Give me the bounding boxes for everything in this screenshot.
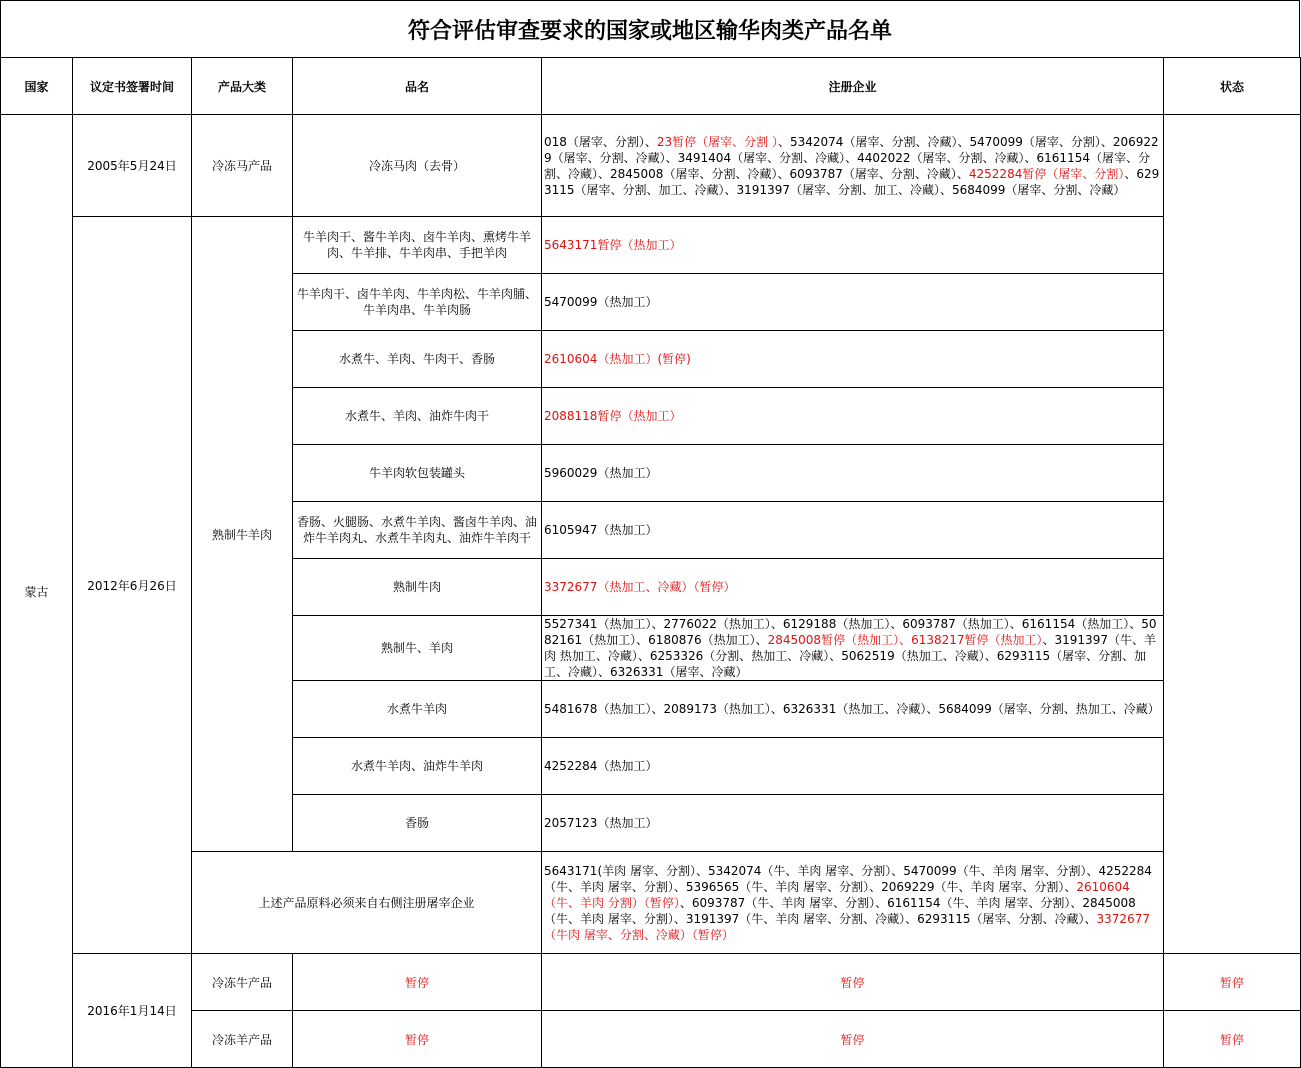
enterprise-segment: 、6293115（屠宰、分割、加工、冷藏）、3191397（屠宰、分割、加工、冷藏）、5684099（屠宰、分割、冷藏） xyxy=(544,166,1160,197)
enterprise-segment: 、6093787（牛、羊肉 屠宰、分割）、6161154（牛、羊肉 屠宰、分割）、2845008（牛、羊肉 屠宰、分割）、3191397（牛、羊肉 屠宰、分割、冷藏）、6293115（屠宰、分割、冷藏）、 xyxy=(544,895,1136,926)
header-category: 产品大类 xyxy=(192,58,293,115)
enterprise-segment: 3372677（牛肉 屠宰、分割、冷藏）（暂停） xyxy=(544,911,1150,942)
product-name-cell: 暂停 xyxy=(293,954,542,1011)
enterprise-segment: 3372677（热加工、冷藏）（暂停） xyxy=(544,580,736,594)
product-name-cell: 牛羊肉干、酱牛羊肉、卤牛羊肉、熏烤牛羊肉、牛羊排、牛羊肉串、手把羊肉 xyxy=(293,217,542,274)
enterprise-segment: 、5342074（屠宰、分割、冷藏）、5470099（屠宰、分割）、2069229（屠宰、分割、冷藏）、3491404（屠宰、分割、冷藏）、4402022（屠宰、分割、冷藏）、6161154（屠宰、分割、冷藏）、2845008（屠宰、分割、冷藏）、6093787（屠宰、分割、冷藏）、 xyxy=(544,134,1159,181)
enterprises-cell xyxy=(542,738,1164,795)
category-cell: 冷冻牛产品 xyxy=(192,954,293,1011)
header-row xyxy=(1,58,1301,115)
enterprises-cell xyxy=(542,681,1164,738)
enterprise-segment: 、3191397（牛、羊肉 热加工、冷藏）、6253326（分割、热加工、冷藏）、5062519（热加工、冷藏）、6293115（屠宰、分割、加工、冷藏）、6326331（屠宰、冷藏） xyxy=(544,633,1156,679)
enterprise-segment: 5960029（热加工） xyxy=(544,466,658,480)
enterprises-cell xyxy=(542,217,1164,274)
enterprises-cell xyxy=(542,274,1164,331)
raw-material-note: 上述产品原料必须来自右侧注册屠宰企业 xyxy=(192,852,542,954)
enterprises-cell: 暂停 xyxy=(542,1011,1164,1068)
product-name-cell: 水煮牛、羊肉、牛肉干、香肠 xyxy=(293,331,542,388)
enterprise-segment: 23暂停（屠宰、分割 ） xyxy=(656,134,778,149)
status-cell xyxy=(1164,115,1301,954)
product-name-cell: 水煮牛羊肉、油炸牛羊肉 xyxy=(293,738,542,795)
enterprise-segment: 5470099（热加工） xyxy=(544,295,658,309)
enterprise-segment: 4252284暂停（屠宰、分割） xyxy=(968,166,1125,181)
status-cell: 暂停 xyxy=(1164,954,1301,1011)
page-title: 符合评估审查要求的国家或地区输华肉类产品名单 xyxy=(0,0,1300,57)
table-row xyxy=(1,954,1301,1011)
header-status: 状态 xyxy=(1164,58,1301,115)
product-name-cell: 水煮牛、羊肉、油炸牛肉干 xyxy=(293,388,542,445)
header-sign-date: 议定书签署时间 xyxy=(73,58,192,115)
product-name-cell: 冷冻马肉（去骨） xyxy=(293,115,542,217)
product-name-cell: 牛羊肉软包装罐头 xyxy=(293,445,542,502)
enterprises-cell xyxy=(542,559,1164,616)
product-name-cell: 熟制牛肉 xyxy=(293,559,542,616)
enterprises-cell xyxy=(542,388,1164,445)
enterprise-segment: 018（屠宰、分割）、 xyxy=(544,134,657,149)
enterprise-segment: 2610604（牛、羊肉 分割）（暂停） xyxy=(544,879,1130,910)
enterprise-segment: 5481678（热加工）、2089173（热加工）、6326331（热加工、冷藏）、5684099（屠宰、分割、热加工、冷藏） xyxy=(544,702,1160,716)
enterprise-segment: 2057123（热加工） xyxy=(544,816,658,830)
status-cell: 暂停 xyxy=(1164,1011,1301,1068)
table-row xyxy=(1,852,1301,954)
header-country: 国家 xyxy=(1,58,73,115)
sign-date-cell: 2016年1月14日 xyxy=(73,954,192,1068)
header-registered-enterprises: 注册企业 xyxy=(542,58,1164,115)
enterprises-cell xyxy=(542,331,1164,388)
enterprise-segment: 2088118暂停（热加工） xyxy=(544,409,682,423)
header-product-name: 品名 xyxy=(293,58,542,115)
enterprises-cell xyxy=(542,795,1164,852)
enterprises-cell xyxy=(542,852,1164,954)
sign-date-cell: 2005年5月24日 xyxy=(73,115,192,217)
sign-date-cell: 2012年6月26日 xyxy=(73,217,192,954)
enterprises-cell xyxy=(542,445,1164,502)
product-name-cell: 熟制牛、羊肉 xyxy=(293,616,542,681)
product-name-cell: 暂停 xyxy=(293,1011,542,1068)
table-row xyxy=(1,1011,1301,1068)
enterprises-cell xyxy=(542,502,1164,559)
enterprise-segment: 5643171暂停（热加工） xyxy=(544,238,682,252)
enterprise-segment: 2845008暂停（热加工）、6138217暂停（热加工） xyxy=(767,633,1043,647)
enterprise-segment: 4252284（热加工） xyxy=(544,759,658,773)
country-cell: 蒙古 xyxy=(1,115,73,1068)
enterprises-cell xyxy=(542,616,1164,681)
product-name-cell: 香肠、火腿肠、水煮牛羊肉、酱卤牛羊肉、油炸牛羊肉丸、水煮牛羊肉丸、油炸牛羊肉干 xyxy=(293,502,542,559)
product-name-cell: 水煮牛羊肉 xyxy=(293,681,542,738)
table-row xyxy=(1,217,1301,274)
enterprise-segment: 5643171(羊肉 屠宰、分割）、5342074（牛、羊肉 屠宰、分割）、5470099（牛、羊肉 屠宰、分割）、4252284（牛、羊肉 屠宰、分割）、5396565（牛、羊肉 屠宰、分割）、2069229（牛、羊肉 屠宰、分割）、 xyxy=(544,863,1152,894)
enterprises-cell: 暂停 xyxy=(542,954,1164,1011)
enterprise-segment: 5527341（热加工）、2776022（热加工）、6129188（热加工）、6093787（热加工）、6161154（热加工）、5082161（热加工）、6180876（热加工）、 xyxy=(544,617,1157,647)
product-name-cell: 香肠 xyxy=(293,795,542,852)
table-row xyxy=(1,115,1301,217)
enterprise-segment: 2610604（热加工）(暂停) xyxy=(544,352,691,366)
category-cell: 冷冻羊产品 xyxy=(192,1011,293,1068)
enterprises-cell xyxy=(542,115,1164,217)
category-cell: 冷冻马产品 xyxy=(192,115,293,217)
category-cell: 熟制牛羊肉 xyxy=(192,217,293,852)
enterprise-segment: 6105947（热加工） xyxy=(544,523,658,537)
product-name-cell: 牛羊肉干、卤牛羊肉、牛羊肉松、牛羊肉脯、牛羊肉串、牛羊肉肠 xyxy=(293,274,542,331)
product-list-table xyxy=(0,57,1301,1068)
